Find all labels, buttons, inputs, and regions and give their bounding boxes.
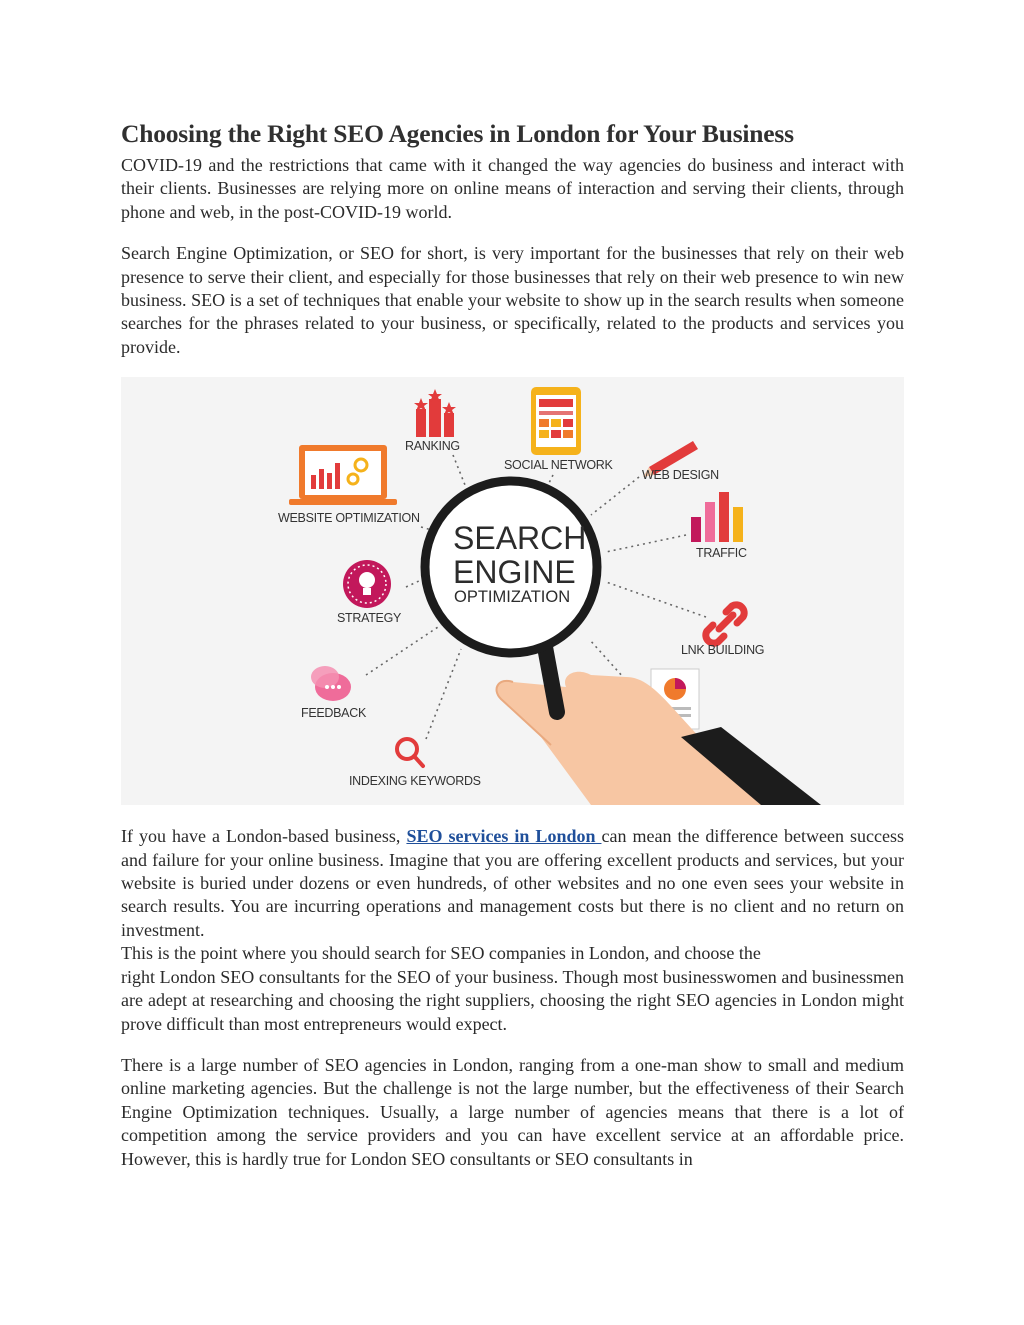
page-title: Choosing the Right SEO Agencies in London for Your Business	[121, 119, 794, 148]
link-building-icon	[706, 605, 744, 643]
ranking-icon	[414, 389, 456, 437]
seo-services-london-link[interactable]: SEO services in London	[406, 826, 602, 847]
indexing-keywords-icon	[397, 739, 423, 766]
center-text-engine: ENGINE	[453, 554, 576, 591]
label-feedback: FEEDBACK	[301, 706, 366, 721]
label-indexing-keywords: INDEXING KEYWORDS	[349, 774, 481, 789]
label-strategy: STRATEGY	[337, 611, 402, 626]
feedback-icon	[311, 666, 351, 701]
label-web-design: WEB DESIGN	[642, 468, 719, 483]
p3-text-before: If you have a London-based business,	[121, 826, 407, 847]
label-website-optimization: WEBSITE OPTIMIZATION	[278, 511, 420, 526]
social-network-icon	[531, 387, 581, 455]
magnifier-lens	[425, 481, 597, 653]
label-social-network: SOCIAL NETWORK	[504, 458, 613, 473]
p4-rest: right London SEO consultants for the SEO of your business. Though most businesswomen and businessmen are adept at researching and choosing the right suppliers, choosing the right SEO agencies in London might prove difficult than most entrepreneurs would expect.	[121, 966, 904, 1034]
paragraph-agencies-count: There is a large number of SEO agencies in London, ranging from a one-man show to small and medium online marketing agencies. But the challenge is not the large number, but the effectiveness of their Search Engine Optimization techniques. Usually, a large number of agencies means that there is a lot of competition among the service providers and you can have excellent service at an affordable price. However, this is hardly true for London SEO consultants or SEO consultants in	[121, 1054, 904, 1169]
center-text-search: SEARCH	[453, 520, 587, 557]
p3-text-after: can mean the difference between success and failure for your online business. Imagine that you are offering excellent products and services, but your website is buried under dozens or even hundreds, of other websites and no one even sees your website in search results. You are incurring operations and management costs but there is no client and no return on investment.	[121, 826, 904, 940]
paragraph-london-business	[121, 825, 904, 942]
strategy-icon	[343, 560, 391, 608]
center-text-optimization: OPTIMIZATION	[454, 588, 571, 607]
label-traffic: TRAFFIC	[696, 546, 747, 561]
document-page	[121, 118, 904, 1171]
traffic-icon	[691, 492, 743, 542]
label-link-building: LNK BUILDING	[681, 643, 765, 658]
paragraph-search-seo-companies	[121, 942, 904, 1036]
paragraph-seo-intro: Search Engine Optimization, or SEO for short, is very important for the businesses that rely on their web presence to serve their client, and especially for those businesses that rely on their web presence to win new business. SEO is a set of techniques that enable your website to show up in the search results when someone searches for the phrases related to your business, or specifically, related to the products and services you provide.	[121, 243, 904, 357]
label-ranking: RANKING	[405, 439, 460, 454]
seo-infographic	[121, 377, 904, 805]
p4-first-line: This is the point where you should search for SEO companies in London, and choose the	[121, 943, 761, 964]
paragraph-covid: COVID-19 and the restrictions that came with it changed the way agencies do business and interact with their clients. Businesses are relying more on online means of interaction and serving their clients, through phone and web, in the post-COVID-19 world.	[121, 155, 904, 222]
website-optimization-icon	[289, 445, 397, 505]
